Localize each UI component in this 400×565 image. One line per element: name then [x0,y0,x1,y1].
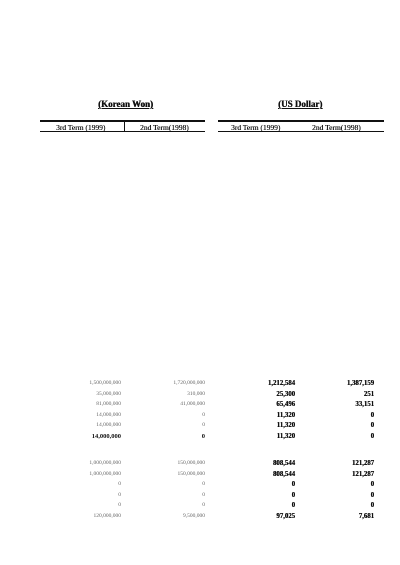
cell-won3: 1,500,000,000 [89,380,121,386]
cell-usd2: 0 [370,502,374,510]
korean-won-header: (Korean Won) [98,99,153,109]
cell-won2: 0 [202,491,205,498]
won-col-2nd-term: 2nd Term(1998) [140,123,189,132]
cell-usd2: 0 [370,491,374,499]
cell-won2: 150,000,000 [177,460,205,466]
cell-won3: 14,000,000 [96,422,121,429]
usd-col-3rd-term: 3rd Term (1999) [231,123,281,132]
cell-won2: 150,000,000 [177,470,205,477]
cell-won2: 310,000 [187,390,205,397]
us-dollar-header: (US Dollar) [278,99,323,109]
cell-won3: 0 [118,491,121,498]
cell-usd2: 121,287 [351,460,374,467]
cell-usd3: 1,212,584 [267,380,295,387]
cell-won2: 41,000,000 [180,401,205,408]
cell-won2: 0 [202,502,205,509]
cell-usd2: 7,681 [358,513,374,520]
cell-won3: 81,000,000 [96,401,121,408]
cell-usd2: 1,387,159 [346,380,374,387]
cell-usd3: 11,320 [276,411,295,419]
usd-col-2nd-term: 2nd Term(1998) [312,123,361,132]
cell-won3: 14,000,000 [91,433,121,440]
cell-won2: 0 [201,433,205,440]
cell-won3: 1,000,000,000 [89,470,121,477]
cell-won2: 0 [202,422,205,429]
cell-usd3: 0 [291,491,295,499]
cell-usd3: 11,320 [276,433,295,440]
cell-usd2: 0 [370,411,374,419]
cell-won3: 0 [118,502,121,509]
cell-usd3: 25,300 [276,390,295,398]
cell-usd3: 11,320 [276,422,295,430]
cell-usd3: 808,544 [272,460,295,467]
cell-usd2: 0 [370,433,374,440]
cell-usd3: 0 [291,481,295,489]
cell-won3: 14,000,000 [96,411,121,418]
usd-top-rule [218,120,384,122]
cell-usd3: 97,025 [276,513,295,520]
cell-usd3: 0 [291,502,295,510]
cell-won3: 35,000,000 [96,390,121,397]
cell-won2: 1,720,000,000 [173,380,205,386]
cell-won2: 0 [202,481,205,488]
cell-usd3: 808,544 [272,470,295,478]
cell-usd2: 0 [370,481,374,489]
won-top-rule [40,120,205,122]
cell-won3: 0 [118,481,121,488]
cell-won2: 0 [202,411,205,418]
cell-usd3: 65,496 [276,401,295,409]
cell-won2: 9,500,000 [183,513,205,519]
cell-won3: 120,000,000 [93,513,121,519]
cell-usd2: 121,287 [351,470,374,478]
cell-won3: 1,000,000,000 [89,460,121,466]
cell-usd2: 251 [363,390,374,398]
won-col-separator [124,122,125,131]
cell-usd2: 0 [370,422,374,430]
cell-usd2: 33,151 [355,401,374,409]
won-col-3rd-term: 3rd Term (1999) [56,123,106,132]
